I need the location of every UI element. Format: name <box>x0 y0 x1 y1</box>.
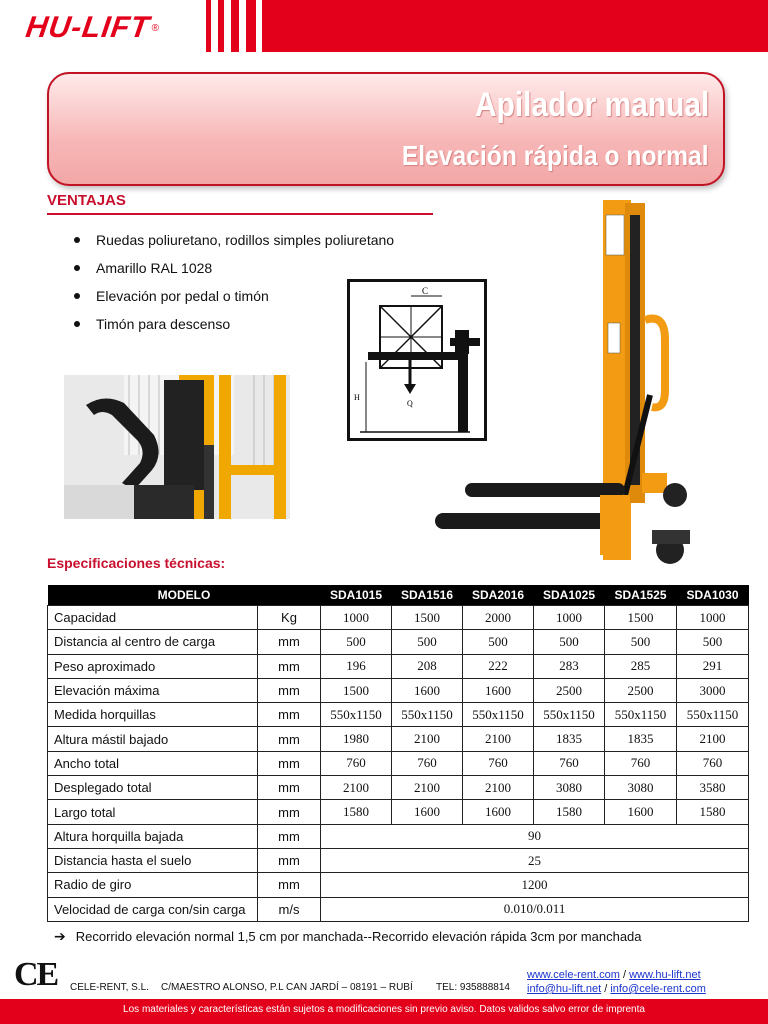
table-cell: 1000 <box>534 606 605 630</box>
list-item-text: Timón para descenso <box>96 316 231 332</box>
row-label: Radio de giro <box>48 873 258 897</box>
email-link-hu-lift[interactable]: info@hu-lift.net <box>527 983 602 995</box>
disclaimer-text: Los materiales y características están sujetos a modificaciones sin previo aviso. Datos validos salvo error de imprenta <box>123 1004 645 1015</box>
diagram-label-h: H <box>354 393 360 402</box>
row-label: Ancho total <box>48 751 258 775</box>
header-model-4: SDA1025 <box>534 585 605 606</box>
table-cell: 550x1150 <box>321 703 392 727</box>
table-row <box>48 630 749 654</box>
table-cell: 222 <box>463 654 534 678</box>
row-unit: mm <box>258 776 321 800</box>
contact-links <box>527 968 706 996</box>
list-item <box>74 254 394 282</box>
table-cell: 1500 <box>321 678 392 702</box>
header-model-2: SDA1516 <box>392 585 463 606</box>
table-cell: 1000 <box>321 606 392 630</box>
table-row <box>48 824 749 848</box>
row-unit: mm <box>258 703 321 727</box>
table-cell: 3080 <box>534 776 605 800</box>
ventajas-underline <box>47 213 433 215</box>
table-cell: 1835 <box>605 727 677 751</box>
table-cell: 550x1150 <box>605 703 677 727</box>
list-item-text: Ruedas poliuretano, rodillos simples poliuretano <box>96 232 395 248</box>
row-label: Altura mástil bajado <box>48 727 258 751</box>
header-model-6: SDA1030 <box>677 585 749 606</box>
row-label: Largo total <box>48 800 258 824</box>
bullet-icon <box>74 265 80 271</box>
company-phone: TEL: 935888814 <box>436 982 510 993</box>
list-item-text: Amarillo RAL 1028 <box>96 260 213 276</box>
table-row <box>48 751 749 775</box>
tiller-drawing <box>64 375 290 519</box>
table-row <box>48 654 749 678</box>
table-row <box>48 897 749 921</box>
table-cell: 760 <box>392 751 463 775</box>
row-label: Distancia hasta el suelo <box>48 848 258 872</box>
row-unit: mm <box>258 751 321 775</box>
table-cell: 2100 <box>321 776 392 800</box>
arrow-right-icon: ➔ <box>54 928 66 944</box>
table-cell: 2500 <box>534 678 605 702</box>
row-unit: mm <box>258 630 321 654</box>
table-cell: 291 <box>677 654 749 678</box>
bullet-icon <box>74 237 80 243</box>
link-separator: / <box>604 983 608 995</box>
table-cell-merged: 25 <box>321 848 749 872</box>
table-cell: 1500 <box>392 606 463 630</box>
table-row <box>48 703 749 727</box>
row-label: Elevación máxima <box>48 678 258 702</box>
table-cell: 760 <box>677 751 749 775</box>
table-cell: 2100 <box>392 776 463 800</box>
email-link-cele-rent[interactable]: info@cele-rent.com <box>610 983 706 995</box>
row-label: Peso aproximado <box>48 654 258 678</box>
table-cell: 1580 <box>321 800 392 824</box>
web-link-cele-rent[interactable]: www.cele-rent.com <box>527 969 620 981</box>
table-row <box>48 727 749 751</box>
table-cell: 760 <box>534 751 605 775</box>
list-item <box>74 226 394 254</box>
table-cell: 3080 <box>605 776 677 800</box>
table-cell: 500 <box>321 630 392 654</box>
row-label: Distancia al centro de carga <box>48 630 258 654</box>
table-cell: 1600 <box>463 678 534 702</box>
row-unit: Kg <box>258 606 321 630</box>
table-cell: 283 <box>534 654 605 678</box>
table-cell: 550x1150 <box>392 703 463 727</box>
row-label: Medida horquillas <box>48 703 258 727</box>
row-unit: mm <box>258 873 321 897</box>
brand-logo <box>23 10 160 46</box>
table-cell: 760 <box>605 751 677 775</box>
table-row <box>48 678 749 702</box>
table-cell: 196 <box>321 654 392 678</box>
registered-mark: ® <box>151 22 160 34</box>
table-cell: 500 <box>534 630 605 654</box>
table-row <box>48 606 749 630</box>
list-item-text: Elevación por pedal o timón <box>96 288 269 304</box>
link-separator: / <box>622 969 627 981</box>
table-cell: 550x1150 <box>463 703 534 727</box>
table-cell: 1600 <box>392 800 463 824</box>
row-unit: mm <box>258 824 321 848</box>
table-header-row <box>48 585 749 606</box>
web-link-hu-lift[interactable]: www.hu-lift.net <box>629 969 701 981</box>
table-cell: 550x1150 <box>677 703 749 727</box>
table-cell: 760 <box>321 751 392 775</box>
table-cell: 1580 <box>677 800 749 824</box>
table-row <box>48 800 749 824</box>
table-cell: 1980 <box>321 727 392 751</box>
row-unit: mm <box>258 678 321 702</box>
table-cell: 285 <box>605 654 677 678</box>
header-model-3: SDA2016 <box>463 585 534 606</box>
header-red-band <box>275 0 768 52</box>
row-label: Velocidad de carga con/sin carga <box>48 897 258 921</box>
bullet-icon <box>74 321 80 327</box>
table-cell: 500 <box>677 630 749 654</box>
row-label: Capacidad <box>48 606 258 630</box>
table-cell: 1600 <box>463 800 534 824</box>
table-cell: 500 <box>463 630 534 654</box>
table-cell-merged: 1200 <box>321 873 749 897</box>
company-address: C/MAESTRO ALONSO, P.L CAN JARDÍ – 08191 – RUBÍ <box>161 982 413 993</box>
table-cell: 2100 <box>677 727 749 751</box>
table-cell: 208 <box>392 654 463 678</box>
specs-table <box>47 585 749 922</box>
table-cell: 1500 <box>605 606 677 630</box>
page-subtitle: Elevación rápida o normal <box>402 140 709 171</box>
stacker-photo <box>420 195 700 575</box>
table-cell: 500 <box>605 630 677 654</box>
diagram-label-c: C <box>422 286 429 296</box>
row-label: Altura horquilla bajada <box>48 824 258 848</box>
header-model-1: SDA1015 <box>321 585 392 606</box>
company-name: CELE-RENT, S.L. <box>70 982 149 993</box>
table-cell: 2000 <box>463 606 534 630</box>
table-cell: 550x1150 <box>534 703 605 727</box>
header-model-5: SDA1525 <box>605 585 677 606</box>
table-cell: 760 <box>463 751 534 775</box>
header-model: MODELO <box>48 585 321 606</box>
table-cell: 2100 <box>392 727 463 751</box>
table-cell: 1000 <box>677 606 749 630</box>
table-cell-merged: 90 <box>321 824 749 848</box>
row-unit: mm <box>258 848 321 872</box>
row-unit: mm <box>258 654 321 678</box>
ventajas-heading: VENTAJAS <box>47 192 126 209</box>
row-label: Desplegado total <box>48 776 258 800</box>
table-row <box>48 873 749 897</box>
bullet-icon <box>74 293 80 299</box>
ce-mark: CE <box>14 956 58 993</box>
table-cell: 1580 <box>534 800 605 824</box>
row-unit: mm <box>258 800 321 824</box>
table-cell: 1835 <box>534 727 605 751</box>
table-cell: 1600 <box>605 800 677 824</box>
lift-note <box>54 928 642 945</box>
table-cell: 2100 <box>463 727 534 751</box>
row-unit: mm <box>258 727 321 751</box>
lift-note-text: Recorrido elevación normal 1,5 cm por manchada--Recorrido elevación rápida 3cm por manchada <box>75 929 642 944</box>
table-cell: 2500 <box>605 678 677 702</box>
specs-table-body <box>48 606 749 922</box>
table-cell: 3000 <box>677 678 749 702</box>
specs-heading: Especificaciones técnicas: <box>47 555 226 571</box>
table-cell: 2100 <box>463 776 534 800</box>
brand-name: HU-LIFT <box>23 11 153 44</box>
row-unit: m/s <box>258 897 321 921</box>
title-box <box>47 72 725 186</box>
diagram-label-q: Q <box>407 399 413 408</box>
page-title: Apilador manual <box>474 86 709 124</box>
tiller-photo <box>64 375 290 519</box>
table-cell: 1600 <box>392 678 463 702</box>
table-row <box>48 848 749 872</box>
table-cell: 3580 <box>677 776 749 800</box>
stacker-drawing <box>420 195 700 575</box>
table-cell: 500 <box>392 630 463 654</box>
header-stripes <box>200 0 280 52</box>
table-cell-merged: 0.010/0.011 <box>321 897 749 921</box>
table-row <box>48 776 749 800</box>
